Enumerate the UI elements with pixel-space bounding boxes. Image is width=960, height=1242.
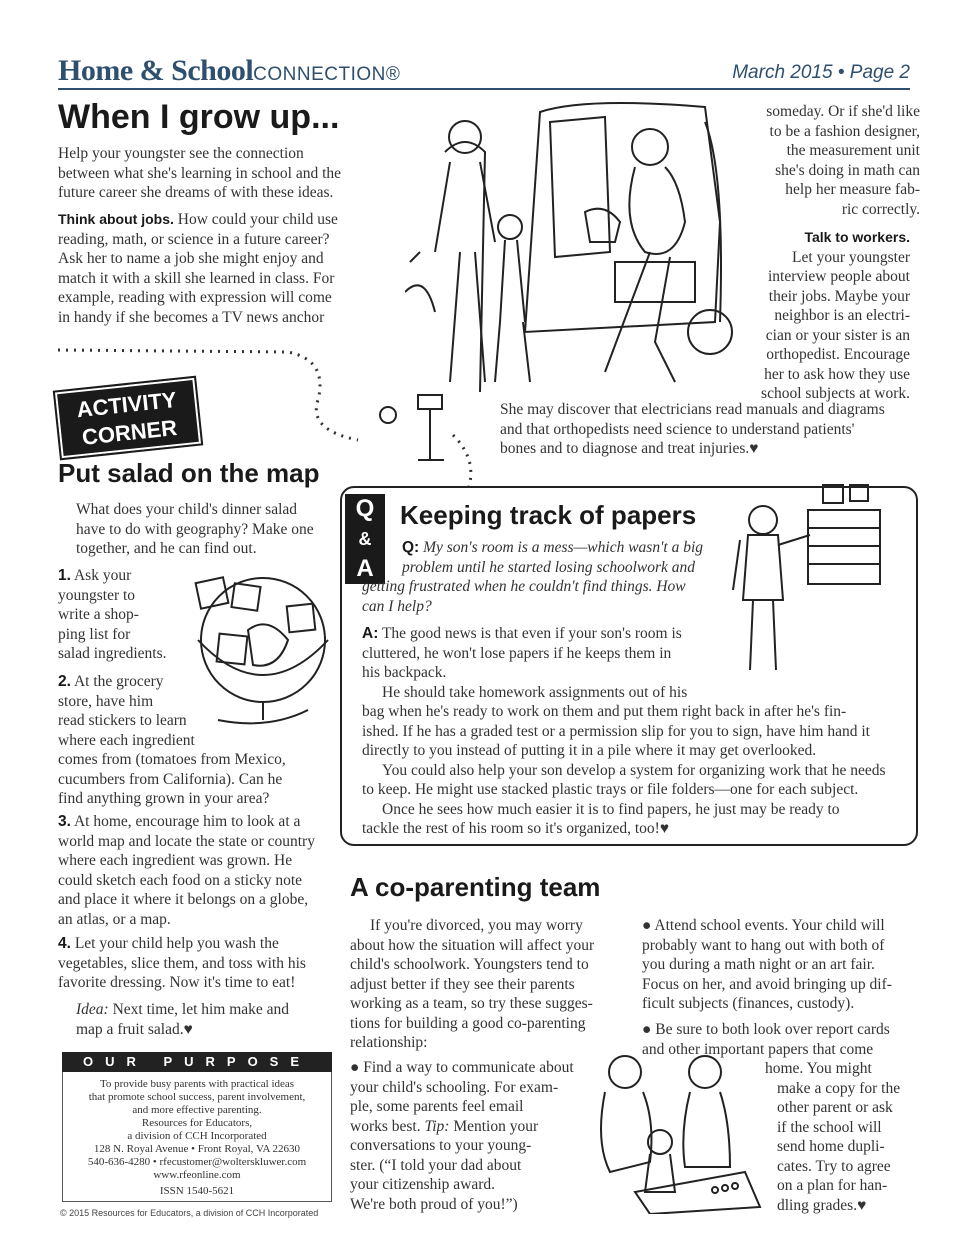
text-line: Help your youngster see the connection: [58, 145, 304, 162]
text-line: dling grades.: [777, 1196, 858, 1214]
text-line: 128 N. Royal Avenue • Front Royal, VA 22630: [93, 1143, 301, 1155]
text-line: [765, 1196, 905, 1216]
text-line: home. You might: [765, 1060, 872, 1077]
text-line: If you're divorced, you may worry: [370, 917, 583, 934]
text-line: favorite dressing. Now it's time to eat!: [58, 974, 296, 991]
badge-line: CORNER: [80, 415, 179, 450]
coparent-title: A co-parenting team: [350, 872, 601, 902]
text-line: Find a way to communicate about: [363, 1059, 574, 1076]
text-line: on a plan for han-: [777, 1177, 888, 1194]
step-number: 1.: [58, 567, 71, 584]
text-line: works best.: [350, 1117, 421, 1135]
text-line: At home, encourage him to look at a: [73, 813, 301, 830]
heart-icon: [184, 1021, 193, 1038]
our-purpose-text: [62, 1078, 332, 1198]
text-line: bones and to diagnose and treat injuries.: [500, 440, 750, 457]
q-label: Q:: [402, 539, 420, 556]
text-line: He should take homework assignments out of his: [382, 683, 688, 701]
text-line: [642, 1020, 922, 1040]
text-line: My son's room is a mess—which wasn't a big: [423, 539, 703, 556]
text-line: cates. Try to agree: [777, 1157, 891, 1175]
text-line: can I help?: [362, 597, 432, 615]
step-number: 2.: [58, 673, 71, 690]
text-line: [362, 819, 902, 839]
text-line: Next time, let him make and: [112, 1001, 290, 1018]
text-line: have to do with geography? Make one: [76, 520, 314, 538]
tip-label: Tip:: [424, 1117, 450, 1135]
text-line: We're both proud of you!”): [350, 1195, 518, 1213]
text-line: [58, 812, 338, 832]
talk-heading: Talk to workers.: [804, 229, 910, 245]
text-line: your child's schooling. For exam-: [350, 1078, 559, 1096]
text-line: cian or your sister is an: [765, 326, 910, 344]
text-line: To provide busy parents with practical ideas: [99, 1078, 295, 1090]
brand-main: Home & School: [58, 54, 254, 87]
activity-title: Put salad on the map: [58, 458, 320, 488]
text-line: you during a math night or an art fair.: [642, 956, 875, 973]
coparent-bullet-2: [642, 916, 922, 1014]
text-line: write a shop-: [58, 606, 139, 623]
text-line: an atlas, or a map.: [58, 910, 171, 928]
text-line: Let your youngster: [792, 248, 910, 266]
text-line: cluttered, he won't lose papers if he keeps them in: [362, 644, 672, 662]
activity-idea: [76, 1000, 336, 1039]
text-line: future career she dreams of with these ideas.: [58, 184, 334, 201]
text-line: What does your child's dinner salad: [76, 501, 298, 518]
qa-title: Keeping track of papers: [400, 500, 697, 530]
text-line: her to ask how they use: [764, 365, 910, 383]
text-line: At the grocery: [73, 673, 164, 690]
text-line: Be sure to both look over report cards: [655, 1021, 890, 1038]
text-line: [76, 1000, 336, 1020]
heart-icon: [749, 440, 758, 457]
idea-label: Idea:: [76, 1001, 109, 1018]
text-line: Once he sees how much easier it is to find papers, he just may be ready to: [382, 800, 840, 818]
copyright: © 2015 Resources for Educators, a division of CCH Incorporated: [60, 1208, 319, 1218]
text-line: interview people about: [767, 268, 910, 285]
jobs-heading: Think about jobs.: [58, 211, 174, 227]
text-line: child's schoolwork. Youngsters tend to: [350, 956, 589, 973]
text-line: [500, 439, 920, 459]
text-line: someday. Or if she'd like: [766, 103, 920, 120]
grow-title: When I grow up...: [58, 98, 340, 136]
a-label: A:: [362, 625, 379, 642]
text-line: orthopedist. Encourage: [766, 346, 910, 363]
text-line: where each ingredient was grown. He: [58, 852, 293, 869]
text-line: to keep. He might use stacked plastic trays or file folders—one for each subject.: [362, 781, 859, 798]
bullet-icon: ●: [350, 1059, 360, 1076]
issue-date-page: March 2015 • Page 2: [732, 62, 910, 83]
text-line: match it with a skill she learned in class. For: [58, 269, 335, 287]
text-line: bag when he's ready to work on them and put them right back in after he's fin-: [362, 703, 847, 720]
text-line: How could your child use: [177, 211, 338, 228]
qa-question: [362, 538, 752, 616]
text-line: 540-636-4280 • rfecustomer@wolterskluwer.com: [87, 1156, 307, 1168]
text-line: where each ingredient: [58, 731, 195, 749]
text-line: ficult subjects (finances, custody).: [642, 995, 855, 1012]
step-number: 3.: [58, 813, 71, 830]
brand-sub: CONNECTION®: [253, 64, 401, 85]
grow-intro: [58, 144, 398, 203]
text-line: that promote school success, parent involvement,: [88, 1091, 306, 1103]
text-line: conversations to your young-: [350, 1137, 532, 1154]
text-line: example, reading with expression will come: [58, 289, 332, 306]
our-purpose-heading: OUR PURPOSE: [62, 1052, 332, 1072]
bullet-icon: ●: [642, 917, 652, 934]
text-line: Ask your: [73, 567, 132, 584]
heart-icon: [660, 820, 669, 837]
text-line: Resources for Educators,: [141, 1117, 253, 1129]
text-line: a division of CCH Incorporated: [127, 1130, 267, 1142]
text-line: store, have him: [58, 692, 154, 710]
masthead-brand: [58, 54, 400, 88]
text-line: [362, 624, 902, 644]
text-line: to be a fashion designer,: [769, 122, 920, 140]
text-line: help her measure fab-: [785, 181, 920, 198]
text-line: adjust better if they see their parents: [350, 975, 575, 993]
text-line: comes from (tomatoes from Mexico,: [58, 751, 286, 768]
text-line: school subjects at work.: [761, 385, 910, 402]
text-line: the measurement unit: [786, 142, 920, 159]
text-line: cucumbers from California). Can he: [58, 770, 283, 788]
text-line: getting frustrated when he couldn't find things. How: [362, 578, 686, 595]
text-line: she's doing in math can: [775, 161, 920, 179]
text-line: problem until he started losing schoolwork and: [402, 558, 696, 576]
parents-child-illustration: [565, 1042, 765, 1214]
text-line: and more effective parenting.: [132, 1104, 262, 1116]
text-line: ple, some parents feel email: [350, 1098, 524, 1115]
text-line: [58, 210, 398, 230]
text-line: [58, 672, 318, 692]
badge-line: &: [358, 529, 372, 549]
badge-line: A: [356, 555, 374, 582]
text-line: world map and locate the state or country: [58, 832, 315, 850]
text-line: [76, 1020, 336, 1040]
text-line: between what she's learning in school and the: [58, 164, 342, 182]
text-line: your citizenship award.: [350, 1176, 496, 1193]
activity-intro: [76, 500, 336, 559]
text-line: about how the situation will affect your: [350, 936, 595, 954]
text-line: Let your child help you wash the: [74, 935, 279, 952]
text-line: ping list for: [58, 625, 131, 643]
text-line: youngster to: [58, 586, 136, 604]
text-line: their jobs. Maybe your: [768, 287, 910, 305]
text-line: send home dupli-: [777, 1138, 885, 1155]
text-line: She may discover that electricians read manuals and diagrams: [500, 401, 885, 418]
grow-right-text: [740, 102, 920, 219]
bullet-icon: ●: [642, 1021, 652, 1038]
text-line: Focus on her, and avoid bringing up dif-: [642, 975, 892, 993]
text-line: probably want to hang out with both of: [642, 936, 885, 954]
text-line: together, and he can find out.: [76, 540, 257, 557]
coparent-bullet-3-cont: [765, 1059, 905, 1215]
qa-answer: [362, 624, 902, 839]
step-number: 4.: [58, 935, 71, 952]
text-line: in handy if she becomes a TV news anchor: [58, 308, 325, 326]
text-line: read stickers to learn: [58, 712, 187, 729]
text-line: find anything grown in your area?: [58, 790, 270, 807]
text-line: Mention your: [453, 1117, 539, 1135]
text-line: You could also help your son develop a system for organizing work that he needs: [382, 761, 886, 779]
text-line: salad ingredients.: [58, 645, 167, 662]
text-line: Ask her to name a job she might enjoy and: [58, 250, 324, 267]
text-line: [642, 916, 922, 936]
talk-to-workers: [730, 228, 910, 404]
text-line: and place it where it belongs on a globe,: [58, 891, 309, 908]
masthead-rule: [58, 88, 910, 90]
text-line: directly to you instead of putting it in a pile where it may get overlooked.: [362, 742, 817, 759]
text-line: vegetables, slice them, and toss with his: [58, 954, 306, 972]
grow-jobs: [58, 210, 398, 327]
text-line: working as a team, so try these sugges-: [350, 995, 593, 1012]
text-line: www.rfeonline.com: [153, 1169, 241, 1181]
text-line: ster. (“I told your dad about: [350, 1156, 522, 1174]
text-line: ric correctly.: [841, 200, 920, 218]
text-line: map a fruit salad.: [76, 1020, 184, 1038]
text-line: ISSN 1540-5621: [159, 1185, 235, 1197]
heart-icon: [857, 1197, 866, 1214]
coparent-bullet-3: [642, 1020, 922, 1059]
text-line: [362, 538, 752, 558]
text-line: relationship:: [350, 1034, 428, 1051]
text-line: if the school will: [777, 1118, 882, 1136]
text-line: ished. If he has a graded test or a permission slip for you to sign, have him hand it: [362, 722, 870, 740]
badge-line: ACTIVITY: [75, 386, 178, 423]
text-line: tions for building a good co-parenting: [350, 1014, 586, 1032]
text-line: neighbor is an electri-: [774, 307, 910, 324]
text-line: Attend school events. Your child will: [654, 917, 885, 934]
badge-line: Q: [355, 495, 375, 522]
activity-step-2: [58, 672, 318, 809]
text-line: could sketch each food on a sticky note: [58, 871, 303, 889]
activity-step-4: [58, 934, 338, 993]
activity-step-3: [58, 812, 338, 929]
text-line: The good news is that even if your son's room is: [381, 625, 682, 642]
text-line: [58, 934, 338, 954]
text-line: and that orthopedists need science to understand patients': [500, 420, 855, 438]
talk-continued: [500, 400, 920, 459]
text-line: reading, math, or science in a future career?: [58, 230, 330, 248]
text-line: tackle the rest of his room so it's organized, too!: [362, 820, 660, 837]
text-line: and other important papers that come: [642, 1040, 874, 1058]
text-line: his backpack.: [362, 664, 447, 681]
text-line: make a copy for the: [777, 1079, 901, 1097]
text-line: other parent or ask: [777, 1099, 893, 1116]
coparent-intro: [350, 916, 630, 1053]
